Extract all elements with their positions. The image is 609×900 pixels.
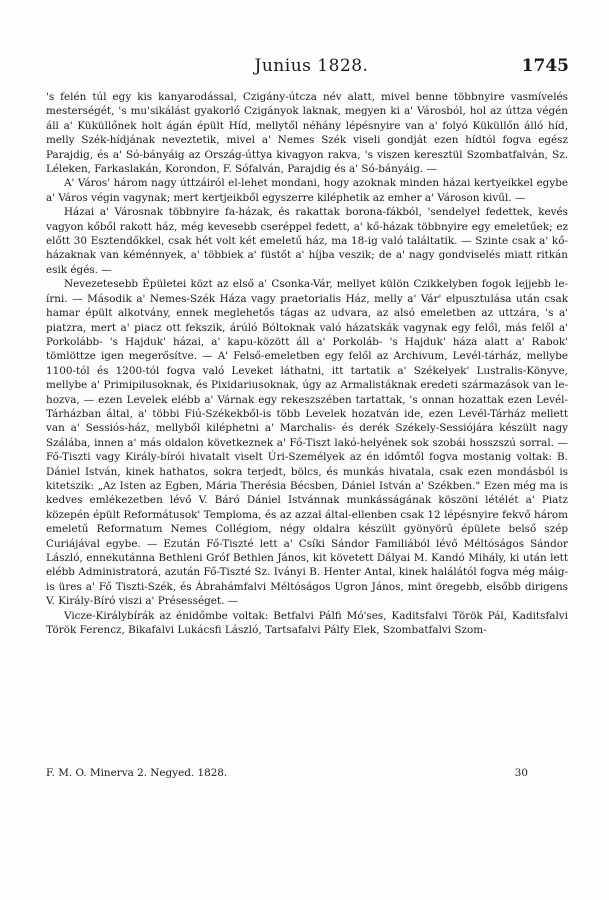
paragraph: 's felén túl egy kis kanyarodással, Czigány-útcza név alatt, mivel benne többnyire vasmívelés mesterségét, 's mu'sikálást gyakorló Czigányok laknak, megyen ki a' Városból, hol az úttza végén áll a' Küküllőnek holt ágán épült Híd, mellytől néhány lépésnyire van a' folyó Küküllőn álló híd, melly Szék-hídjának neveztetik, mivel a' Nemes Szék viseli gondját ezen hídtól fogva egész Parajdig, és a' Só-bányáig az Ország-úttya kivagyon rakva, 's viszen keresztül Szombatfalván, Sz. Léleken, Farkaslakán, Korondon, F. Sófalván, Parajdig és a' Só-bányáig. — bbox=[46, 91, 568, 176]
article-body bbox=[46, 90, 568, 637]
paragraph: Házai a' Városnak többnyire fa-házak, és rakattak borona-fákból, 'sendelyel fedettek, kevés vagyon kőből rakott ház, még kevesebb cseréppel fedett, a' kő-házak többnyire egy emeletűek; ez előtt 30 Esztendőkkel, csak hét volt két emeletű ház, ma 18-ig való találtatik. — Szinte csak a' kő-házaknak van kéménnyek, a' többiek a' füstőt a' híjba veszik; de a' nagy gondviselés miatt ritkán esik égés. — bbox=[46, 206, 568, 276]
paragraph: Vicze-Királybírák az énidőmbe voltak: Betfalvi Pálfi Mó'ses, Kaditsfalvi Török Pál, Kaditsfalvi Török Ferencz, Bikafalvi Lukácsfi László, Tartsafalvi Pálfy Elek, Szombatfalvi Szom- bbox=[46, 609, 568, 637]
running-title: Junius 1828. bbox=[254, 56, 369, 76]
page-header bbox=[54, 56, 569, 78]
paragraph: A' Város' három nagy úttzáiról el-lehet mondani, hogy azoknak minden házai kertyeikkel egybe a' Város végin vagynak; mert kertjeikből egyszerre kiléphetik az emher a' Városon kivűl. — bbox=[46, 177, 568, 204]
paragraph: Nevezetesebb Épületei közt az első a' Csonka-Vár, mellyet külön Czikkelyben fogok lejjebb le-írni. — Második a' Nemes-Szék Háza vagy praetorialis Ház, melly a' Vár' elpusztulása után csak hamar épült alkotvány, ennek meglehetős tágas az udvara, az alsó emeletben az uttzára, 's a' piatzra, mert a' piacz ott fekszik, árúló Bóltoknak való házatskák vagynak egy felől, más felől a' Porkolább- 's Hajduk' házai, a' kapu-között áll a' Porkoláb- 's Hajduk' háza alatt a' Rabok' tömlöttze igen megerősítve. — A' Felső-emeletben egy felől az Archivum, Levél-tárház, mellybe 1100-tól és 1200-tól fogva való Leveket láthatni, itt tartatik a' Székelyek' Lustralis-Könyve, mellybe a' Primipilusoknak, és Pixidariusoknak, úgy az Armalistáknak eredeti származások van le-hozva, — ezen Levelek elébb a' Várnak egy rekeszszében tartattak, 's onnan hozattak ezen Levél-Tárházban által, a' többi Fiú-Székekből-is több Levelek hozatván ide, ezen Levél-Tárház mellett van a' Sessiós-ház, mellyből kiléphetni a' Marchalis- és derék Székely-Sessiójára készült nagy Szálába, innen a' más oldalon következnek a' Fő-Tiszt lakó-helyének sok szobái hosszszú sorral. — Fő-Tiszti vagy Király-bírói hivatalt viselt Úri-Személyek az én időmtől fogva mostanig voltak: B. Dániel István, kinek hathatos, sokra terjedt, bölcs, és munkás hivatala, csak ezen mondásból is kitetszik: „Az Isten az Egben, Mária Therésia Bécsben, Dániel István a' Székben." Ezen még ma is kedves emlékezetben lévő V. Báró Dániel Istvánnak munkásságának köszöni létélét a' Piatz közepén épült Reformátusok' Temploma, és az azzal által-ellenben csak 12 lépésnyire fekvő három emeletű Reformatum Nemes Collégiom, négy oldalra készült gyönyörű épülete belső szép Curiájával egybe. — Ezután Fő-Tiszté lett a' Csíki Sándor Familiából lévő Méltóságos Sándor László, ennekutánna Bethleni Gróf Bethlen János, kit követett Dályai M. Kandó Mihály, ki után lett elébb Administratorá, azután Fő-Tiszté Sz. Iványi B. Henter Antal, kinek halálától fogva még máig-is üres a' Fő Tiszti-Szék, és Ábrahámfalvi Méltóságos Ugron János, mint öregebb, elsőbb dirigens V. Király-Bíró viszi a' Présességet. — bbox=[46, 278, 568, 608]
page-number: 1745 bbox=[521, 56, 569, 76]
signature-line: F. M. O. Minerva 2. Negyed. 1828. bbox=[46, 767, 228, 779]
gathering-number: 30 bbox=[514, 767, 528, 779]
